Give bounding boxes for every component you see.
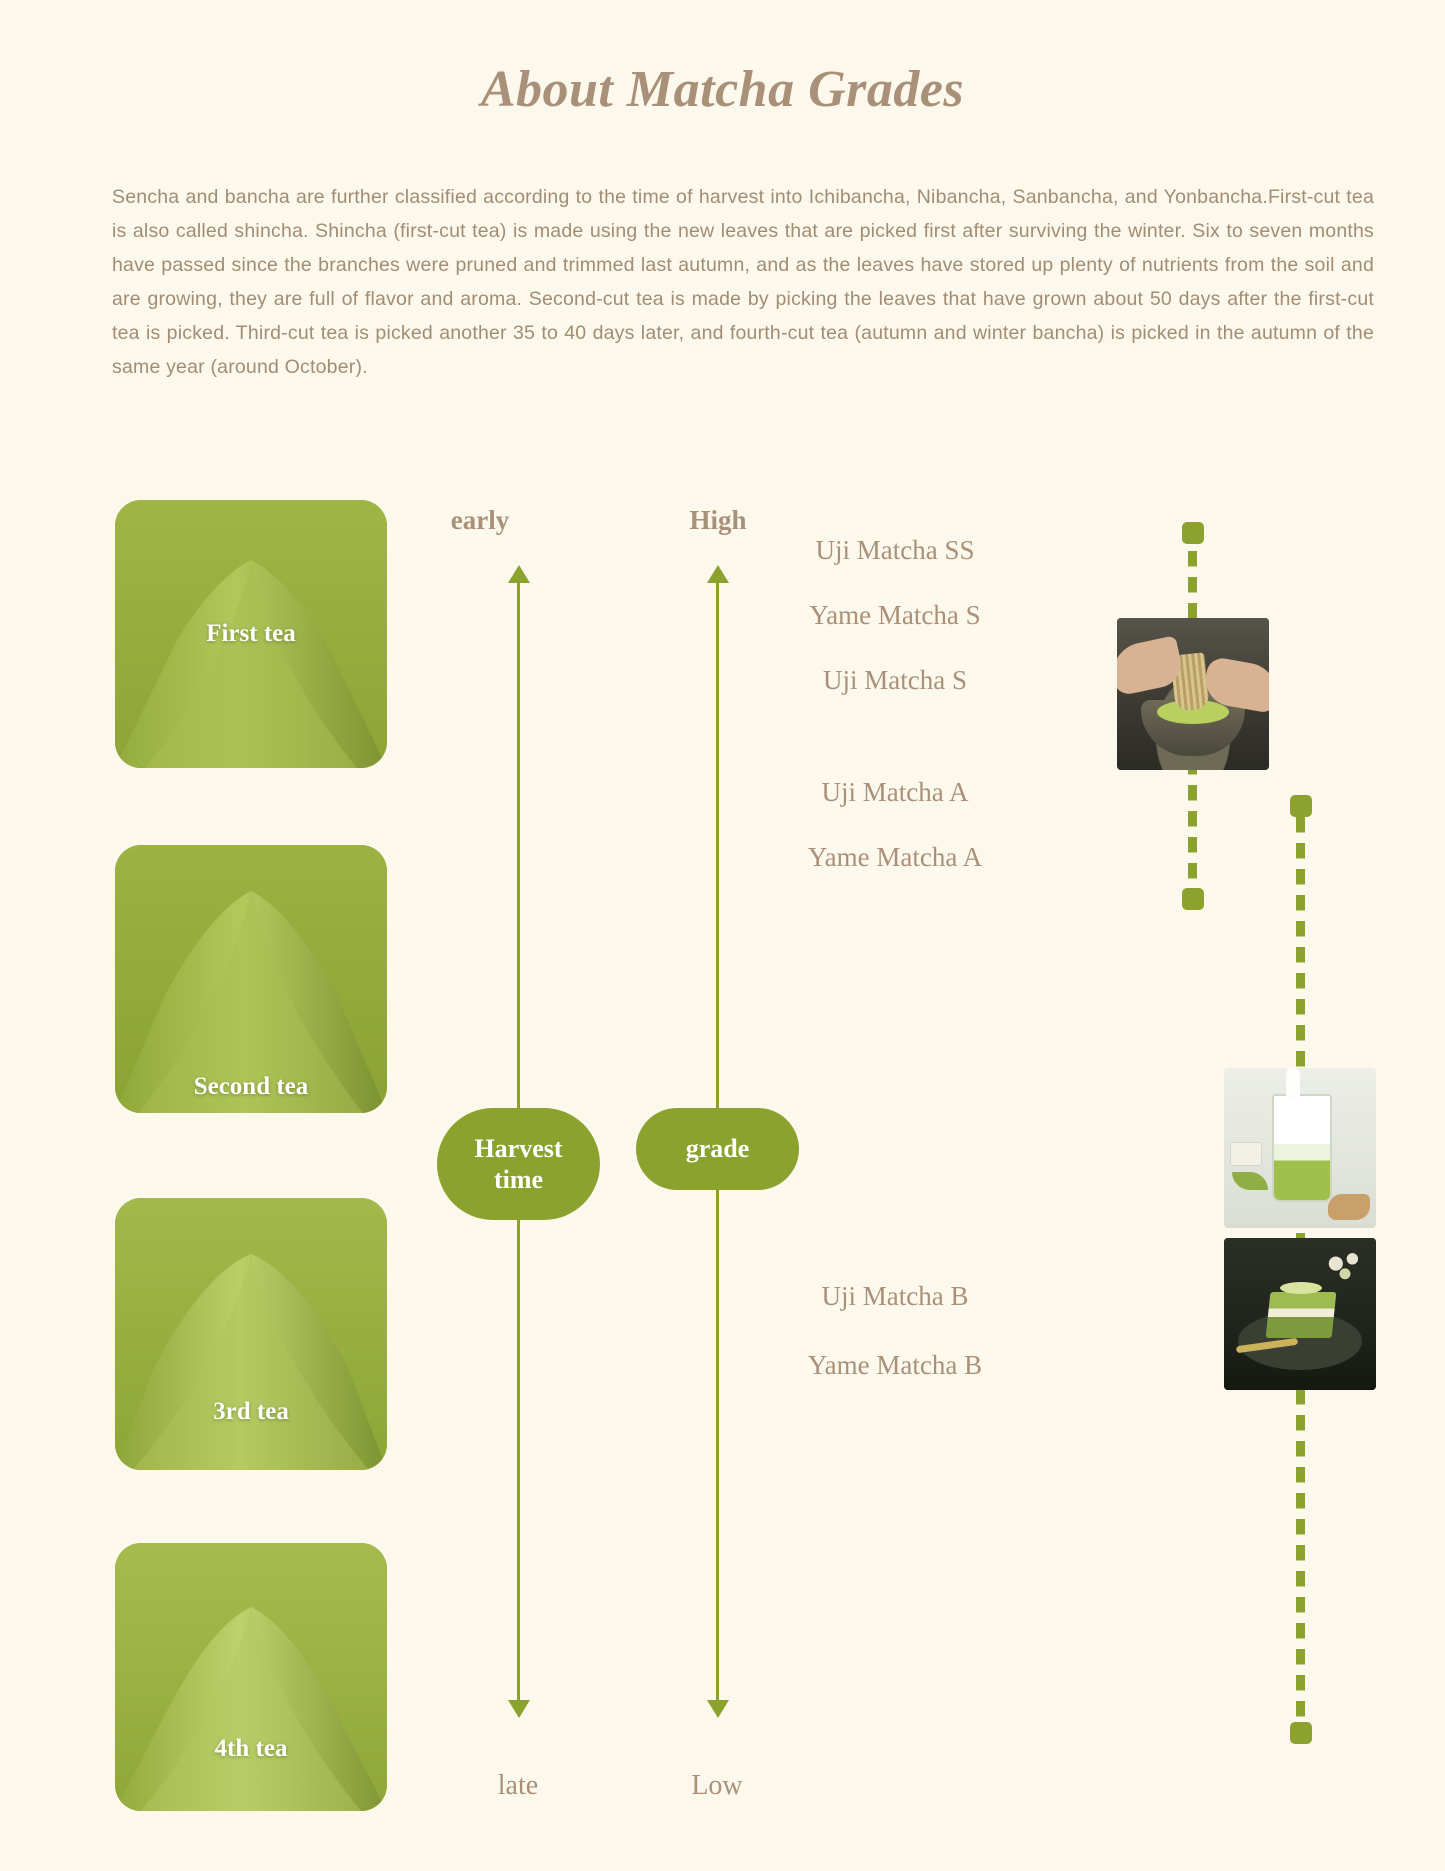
tea-card-label: 3rd tea: [213, 1398, 289, 1425]
grade-axis-bottom-label: Low: [691, 1770, 743, 1801]
grade-item-uji-matcha-a: Uji Matcha A: [821, 777, 969, 807]
harvest-axis-bottom-label: late: [497, 1770, 539, 1801]
grade-pill-label: grade: [685, 1134, 750, 1164]
grade-item-yame-matcha-s: Yame Matcha S: [809, 600, 981, 630]
matcha-powder-mound-icon: [115, 1198, 387, 1470]
grade-item-yame-matcha-a: Yame Matcha A: [807, 842, 983, 872]
tea-card-first: [115, 500, 387, 768]
tea-card-fourth: [115, 1543, 387, 1811]
harvest-pill-line1: Harvest: [474, 1133, 563, 1163]
matcha-latte-photo: [1224, 1068, 1376, 1228]
grade-axis-arrow-down-icon: [707, 1700, 729, 1718]
tea-card-label: 4th tea: [214, 1735, 288, 1762]
tea-card-label: First tea: [206, 620, 296, 647]
grade-item-yame-matcha-b: Yame Matcha B: [807, 1350, 983, 1380]
intro-paragraph: Sencha and bancha are further classified according to the time of harvest into Ichibancha, Nibancha, Sanbancha, and Yonbancha.First-cut tea is also called shincha. Shincha (first-cut tea) is made using the new leaves that are picked first after surviving the winter. Six to seven months have passed since the branches were pruned and trimmed last autumn, and as the leaves have stored up plenty of nutrients from the soil and are growing, they are full of flavor and aroma. Second-cut tea is made by picking the leaves that have grown about 50 days after the first-cut tea is picked. Third-cut tea is picked another 35 to 40 days later, and fourth-cut tea (autumn and winter bancha) is picked in the autumn of the same year (around October).: [112, 186, 1374, 378]
matcha-powder-mound-icon: [115, 1543, 387, 1811]
timeline-1-bottom-cap: [1182, 888, 1204, 910]
tea-card-second: [115, 845, 387, 1113]
harvest-axis-line-upper: [517, 580, 520, 1110]
grade-item-uji-matcha-b: Uji Matcha B: [821, 1281, 969, 1311]
grade-item-uji-matcha-ss: Uji Matcha SS: [815, 535, 975, 565]
harvest-time-pill: [437, 1108, 600, 1220]
tea-card-label: Second tea: [193, 1073, 309, 1100]
page-title: About Matcha Grades: [480, 61, 965, 118]
harvest-axis-top-label: early: [450, 505, 510, 535]
tea-card-third: [115, 1198, 387, 1470]
grade-pill: [636, 1108, 799, 1190]
grade-axis-top-label: High: [689, 505, 747, 535]
harvest-pill-line2: time: [493, 1165, 544, 1194]
matcha-cake-photo: [1224, 1238, 1376, 1390]
timeline-2-bottom-cap: [1290, 1722, 1312, 1744]
grade-item-uji-matcha-s: Uji Matcha S: [823, 665, 967, 695]
harvest-axis-line-lower: [517, 1220, 520, 1700]
harvest-axis-arrow-down-icon: [508, 1700, 530, 1718]
grade-axis-line-lower: [716, 1190, 719, 1700]
whisking-matcha-photo: [1117, 618, 1269, 770]
